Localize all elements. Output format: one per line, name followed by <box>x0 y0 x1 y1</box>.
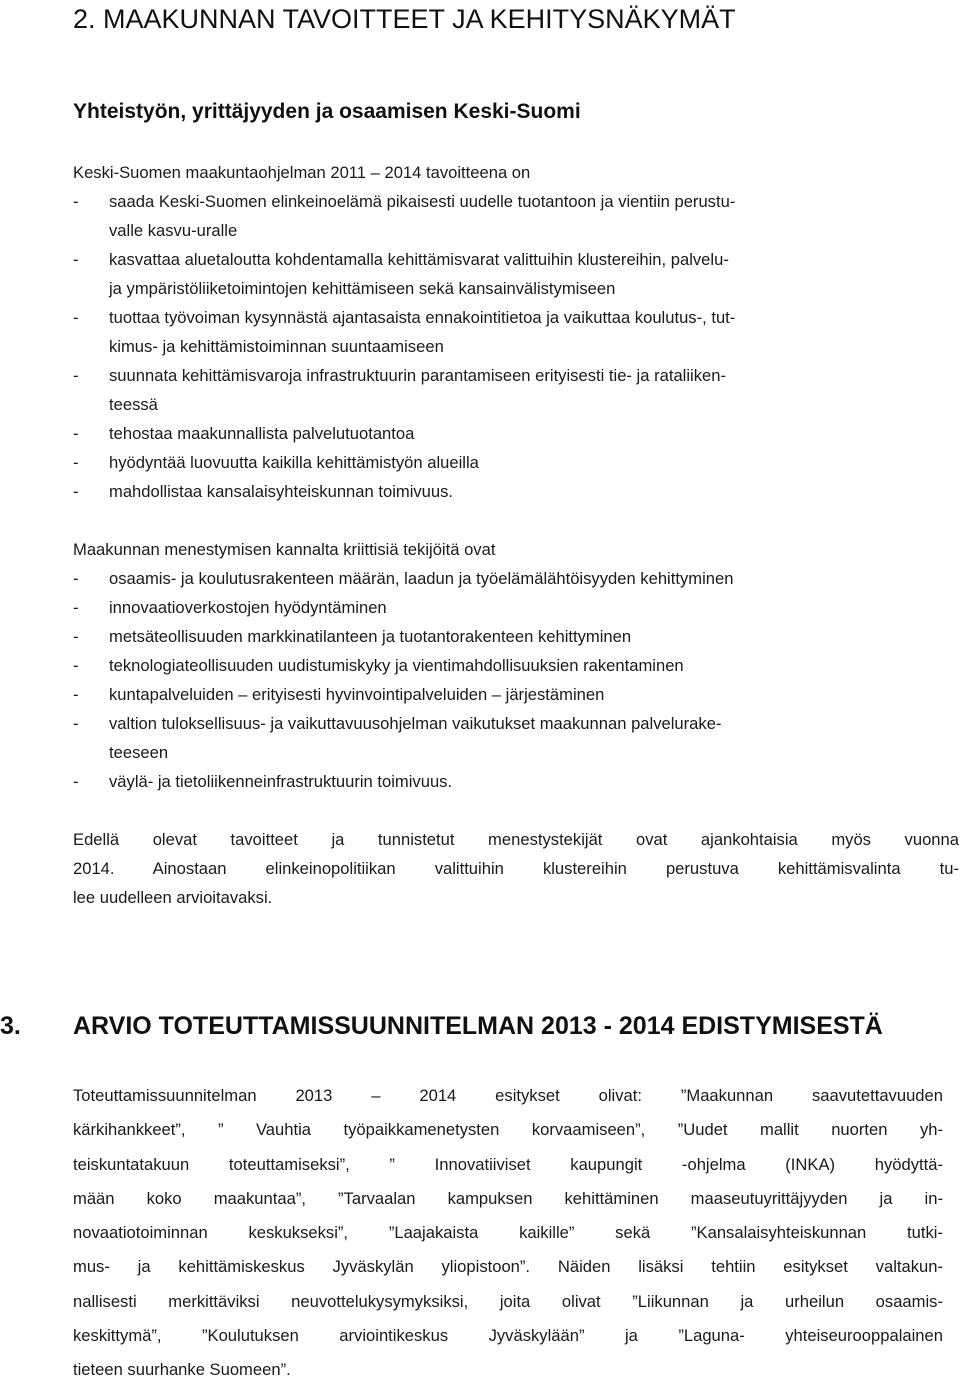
bullet-dash: - <box>73 308 79 327</box>
bullet-dash: - <box>73 192 79 211</box>
closing-paragraph <box>73 825 959 912</box>
list-item-line: teeseen <box>109 743 169 762</box>
list-item <box>73 419 953 448</box>
bullet-dash: - <box>73 627 79 646</box>
closing-line: 2014. Ainostaan elinkeinopolitiikan valittuihin klustereihin perustuva kehittämisvalinta tu- <box>73 859 959 878</box>
list-item <box>73 187 953 245</box>
list-item-text <box>109 622 958 651</box>
list-item-text <box>109 564 958 593</box>
paragraph-line: novaatiotoiminnan keskukseksi”, ”Laajakaista kaikille” sekä ”Kansalaisyhteiskunnan tutki- <box>73 1223 943 1243</box>
paragraph-line: tieteen suurhanke Suomeen”. <box>73 1360 291 1380</box>
list-item-text <box>109 361 953 419</box>
goals-block <box>73 158 953 506</box>
list-item-line: valle kasvu-uralle <box>109 221 238 240</box>
goals-list <box>73 187 953 506</box>
paragraph-line: mus- ja kehittämiskeskus Jyväskylän yliopistoon”. Näiden lisäksi tehtiin esitykset valtakun- <box>73 1257 943 1277</box>
list-item-text <box>109 680 958 709</box>
list-item-line: teknologiateollisuuden uudistumiskyky ja vientimahdollisuuksien rakentaminen <box>109 656 684 675</box>
list-item-text <box>109 651 958 680</box>
section-3-paragraph <box>73 1079 943 1388</box>
list-item <box>73 448 953 477</box>
paragraph-line: nallisesti merkittäviksi neuvottelukysymyksiksi, joita olivat ”Liikunnan ja urheilun osaamis- <box>73 1291 943 1311</box>
list-item <box>73 593 958 622</box>
list-item <box>73 245 953 303</box>
list-item-line: kimus- ja kehittämistoiminnan suuntaamiseen <box>109 337 444 356</box>
list-item <box>73 361 953 419</box>
list-item-text <box>109 767 958 796</box>
bullet-dash: - <box>73 685 79 704</box>
bullet-dash: - <box>73 656 79 675</box>
list-item-text <box>109 448 953 477</box>
list-item-text <box>109 709 958 767</box>
factors-block <box>73 535 958 796</box>
section-2-subheading: Yhteistyön, yrittäjyyden ja osaamisen Keski-Suomi <box>73 100 581 123</box>
paragraph-line: teiskuntatakuun toteuttamiseksi”, ” Innovatiiviset kaupungit -ohjelma (INKA) hyödyttä- <box>73 1154 943 1174</box>
paragraph-line: kärkihankkeet”, ” Vauhtia työpaikkamenetysten korvaamiseen”, ”Uudet mallit nuorten yh- <box>73 1120 943 1140</box>
list-item-text <box>109 303 953 361</box>
list-item <box>73 651 958 680</box>
list-item-line: saada Keski-Suomen elinkeinoelämä pikaisesti uudelle tuotantoon ja vientiin perustu- <box>109 192 736 211</box>
list-item-line: hyödyntää luovuutta kaikilla kehittämistyön alueilla <box>109 453 479 472</box>
list-item-line: kuntapalveluiden – erityisesti hyvinvointipalveluiden – järjestäminen <box>109 685 605 704</box>
bullet-dash: - <box>73 250 79 269</box>
bullet-dash: - <box>73 453 79 472</box>
bullet-dash: - <box>73 482 79 501</box>
list-item-line: metsäteollisuuden markkinatilanteen ja tuotantorakenteen kehittyminen <box>109 627 632 646</box>
factors-list <box>73 564 958 796</box>
list-item-line: teessä <box>109 395 158 414</box>
list-item-text <box>109 419 953 448</box>
list-item-line: valtion tuloksellisuus- ja vaikuttavuusohjelman vaikutukset maakunnan palvelurake- <box>109 714 722 733</box>
list-item-line: osaamis- ja koulutusrakenteen määrän, laadun ja työelämälähtöisyyden kehittyminen <box>109 569 734 588</box>
closing-line: lee uudelleen arvioitavaksi. <box>73 888 273 907</box>
list-item-line: innovaatioverkostojen hyödyntäminen <box>109 598 387 617</box>
section-3-number: 3. <box>0 1012 21 1040</box>
bullet-dash: - <box>73 772 79 791</box>
factors-intro: Maakunnan menestymisen kannalta kriittisiä tekijöitä ovat <box>73 540 496 559</box>
goals-intro: Keski-Suomen maakuntaohjelman 2011 – 2014 tavoitteena on <box>73 163 531 182</box>
list-item-line: väylä- ja tietoliikenneinfrastruktuurin toimivuus. <box>109 772 453 791</box>
paragraph-line: keskittymä”, ”Koulutuksen arviointikeskus Jyväskylään” ja ”Laguna- yhteiseurooppalainen <box>73 1326 943 1346</box>
list-item <box>73 709 958 767</box>
bullet-dash: - <box>73 598 79 617</box>
section-2-heading: 2. MAAKUNNAN TAVOITTEET JA KEHITYSNÄKYMÄT <box>73 4 736 34</box>
list-item <box>73 622 958 651</box>
paragraph-line: mään koko maakuntaa”, ”Tarvaalan kampuksen kehittäminen maaseutuyrittäjyyden ja in- <box>73 1188 943 1208</box>
list-item-text <box>109 593 958 622</box>
list-item-line: ja ympäristöliiketoimintojen kehittämiseen sekä kansainvälistymiseen <box>109 279 616 298</box>
section-3-heading: ARVIO TOTEUTTAMISSUUNNITELMAN 2013 - 2014 EDISTYMISESTÄ <box>73 1012 883 1040</box>
list-item-text <box>109 245 953 303</box>
list-item <box>73 564 958 593</box>
list-item-text <box>109 187 953 245</box>
closing-line: Edellä olevat tavoitteet ja tunnistetut menestystekijät ovat ajankohtaisia myös vuonna <box>73 830 959 849</box>
bullet-dash: - <box>73 714 79 733</box>
list-item-line: tehostaa maakunnallista palvelutuotantoa <box>109 424 415 443</box>
bullet-dash: - <box>73 569 79 588</box>
bullet-dash: - <box>73 366 79 385</box>
list-item <box>73 303 953 361</box>
bullet-dash: - <box>73 424 79 443</box>
list-item-line: tuottaa työvoiman kysynnästä ajantasaista ennakointitietoa ja vaikuttaa koulutus-, tut- <box>109 308 736 327</box>
list-item-line: suunnata kehittämisvaroja infrastruktuurin parantamiseen erityisesti tie- ja rataliiken- <box>109 366 727 385</box>
list-item-text <box>109 477 953 506</box>
list-item <box>73 767 958 796</box>
list-item <box>73 680 958 709</box>
paragraph-line: Toteuttamissuunnitelman 2013 – 2014 esitykset olivat: ”Maakunnan saavutettavuuden <box>73 1086 943 1105</box>
list-item-line: kasvattaa aluetaloutta kohdentamalla kehittämisvarat valittuihin klustereihin, palvelu- <box>109 250 729 269</box>
list-item <box>73 477 953 506</box>
list-item-line: mahdollistaa kansalaisyhteiskunnan toimivuus. <box>109 482 454 501</box>
